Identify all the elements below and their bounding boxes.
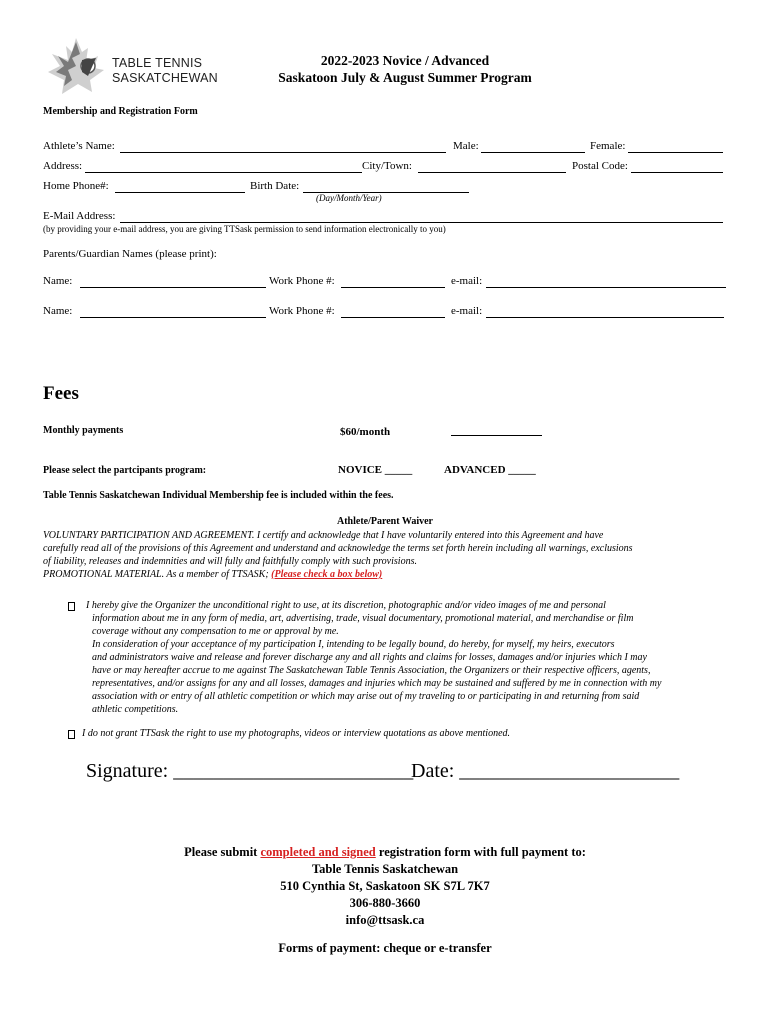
org-phone: 306-880-3660 bbox=[349, 896, 421, 910]
decline-checkbox[interactable] bbox=[68, 730, 75, 739]
address-field[interactable] bbox=[85, 172, 362, 173]
submit-prefix: Please submit bbox=[184, 845, 258, 859]
submit-suffix: registration form with full payment to: bbox=[378, 845, 586, 859]
consent-text bbox=[86, 599, 661, 716]
consent-line: In consideration of your acceptance of my participation I, intending to be legally bound, do hereby, for myself, my heirs, executors bbox=[92, 639, 615, 650]
athlete-name-field[interactable] bbox=[120, 152, 446, 153]
parent2-email-label: e-mail: bbox=[451, 305, 483, 317]
maple-leaf-logo-icon bbox=[42, 36, 112, 98]
email-label: E-Mail Address: bbox=[43, 210, 116, 222]
promo-line bbox=[43, 568, 633, 581]
org-email: info@ttsask.ca bbox=[345, 913, 425, 927]
athlete-name-label: Athlete’s Name: bbox=[43, 140, 115, 152]
city-field[interactable] bbox=[418, 172, 566, 173]
consent-checkbox[interactable] bbox=[68, 602, 75, 611]
city-label: City/Town: bbox=[362, 160, 412, 172]
birth-date-hint: (Day/Month/Year) bbox=[316, 193, 382, 203]
membership-note: Table Tennis Saskatchewan Individual Membership fee is included within the fees. bbox=[43, 490, 394, 501]
address-label: Address: bbox=[43, 160, 83, 172]
parent1-email-label: e-mail: bbox=[451, 275, 483, 287]
consent-line: information about me in any form of media, art, advertising, trade, visual documentary, promotional material, and merchandise or film bbox=[92, 613, 634, 624]
submit-instructions bbox=[0, 844, 770, 929]
promo-check-note: (Please check a box below) bbox=[271, 569, 383, 580]
submit-highlight: completed and signed bbox=[260, 845, 376, 859]
logo-line-1: TABLE TENNIS bbox=[112, 56, 203, 70]
parent2-name-field[interactable] bbox=[80, 317, 266, 318]
monthly-payments-label: Monthly payments bbox=[43, 425, 124, 436]
title-line-2: Saskatoon July & August Summer Program bbox=[278, 70, 532, 85]
waiver-heading: Athlete/Parent Waiver bbox=[337, 516, 433, 527]
parent1-name-label: Name: bbox=[43, 275, 73, 287]
parent2-name-label: Name: bbox=[43, 305, 73, 317]
title-line-1: 2022-2023 Novice / Advanced bbox=[320, 53, 490, 68]
date-field[interactable]: Date: ______________________ bbox=[411, 760, 680, 782]
female-label: Female: bbox=[590, 140, 626, 152]
consent-line: association with or entry of all athletic competition or which may arise out of my traveling to or participating in and returning from said bbox=[92, 691, 640, 702]
monthly-amount: $60/month bbox=[340, 426, 391, 438]
postal-code-field[interactable] bbox=[631, 172, 723, 173]
home-phone-label: Home Phone#: bbox=[43, 180, 109, 192]
parent1-work-phone-field[interactable] bbox=[341, 287, 445, 288]
waiver-intro-line: of liability, releases and indemnities and will fully and faithfully comply with such provisions. bbox=[43, 556, 417, 567]
signature-field[interactable]: Signature: ________________________ bbox=[86, 760, 414, 782]
consent-line: and administrators waive and release and forever discharge any and all rights and claims for losses, damages and/or injuries which I may bbox=[92, 652, 647, 663]
birth-date-label: Birth Date: bbox=[250, 180, 300, 192]
promo-prefix: PROMOTIONAL MATERIAL. As a member of TTSASK; bbox=[43, 569, 269, 580]
parent1-email-field[interactable] bbox=[486, 287, 726, 288]
consent-line: have or may hereafter accrue to me against The Saskatchewan Table Tennis Association, the Organizers or their respective officers, agents, bbox=[92, 665, 651, 676]
waiver-intro-line: carefully read all of the provisions of this Agreement and understand and acknowledge the terms set forth herein including all warnings, exclusions bbox=[43, 543, 633, 554]
parent1-work-phone-label: Work Phone #: bbox=[269, 275, 335, 287]
logo bbox=[42, 36, 218, 96]
male-field[interactable] bbox=[481, 152, 585, 153]
waiver-intro-line: VOLUNTARY PARTICIPATION AND AGREEMENT. I certify and acknowledge that I have voluntarily entered into this Agreement and have bbox=[43, 530, 604, 541]
parents-heading: Parents/Guardian Names (please print): bbox=[43, 248, 217, 260]
novice-option[interactable]: NOVICE _____ bbox=[338, 464, 413, 476]
org-address: 510 Cynthia St, Saskatoon SK S7L 7K7 bbox=[280, 879, 490, 893]
consent-line: representatives, and/or assigns for any and all losses, damages and injuries which may be sustained and suffered by me in connection with my bbox=[92, 678, 662, 689]
parent2-work-phone-label: Work Phone #: bbox=[269, 305, 335, 317]
male-label: Male: bbox=[453, 140, 479, 152]
form-heading: Membership and Registration Form bbox=[43, 106, 198, 117]
consent-line: athletic competitions. bbox=[92, 704, 179, 715]
submit-line bbox=[0, 844, 770, 861]
parent1-name-field[interactable] bbox=[80, 287, 266, 288]
org-name: Table Tennis Saskatchewan bbox=[311, 862, 459, 876]
program-select-label: Please select the partcipants program: bbox=[43, 465, 207, 476]
parent2-email-field[interactable] bbox=[486, 317, 724, 318]
waiver-intro bbox=[43, 529, 633, 581]
advanced-option[interactable]: ADVANCED _____ bbox=[444, 464, 536, 476]
parent2-work-phone-field[interactable] bbox=[341, 317, 445, 318]
fees-heading: Fees bbox=[43, 383, 79, 404]
monthly-payment-field[interactable] bbox=[451, 435, 542, 436]
logo-line-2: SASKATCHEWAN bbox=[112, 71, 218, 85]
postal-code-label: Postal Code: bbox=[572, 160, 628, 172]
email-note: (by providing your e-mail address, you are giving TTSask permission to send information electronically to you) bbox=[43, 224, 446, 234]
decline-text: I do not grant TTSask the right to use my photographs, videos or interview quotations as above mentioned. bbox=[82, 728, 511, 739]
document-title bbox=[255, 52, 555, 86]
female-field[interactable] bbox=[628, 152, 723, 153]
consent-line: I hereby give the Organizer the unconditional right to use, at its discretion, photographic and/or video images of me and personal bbox=[86, 600, 606, 611]
consent-line: coverage without any compensation to me or approval by me. bbox=[92, 626, 339, 637]
payment-forms: Forms of payment: cheque or e-transfer bbox=[278, 941, 492, 955]
home-phone-field[interactable] bbox=[115, 192, 245, 193]
email-field[interactable] bbox=[120, 222, 723, 223]
